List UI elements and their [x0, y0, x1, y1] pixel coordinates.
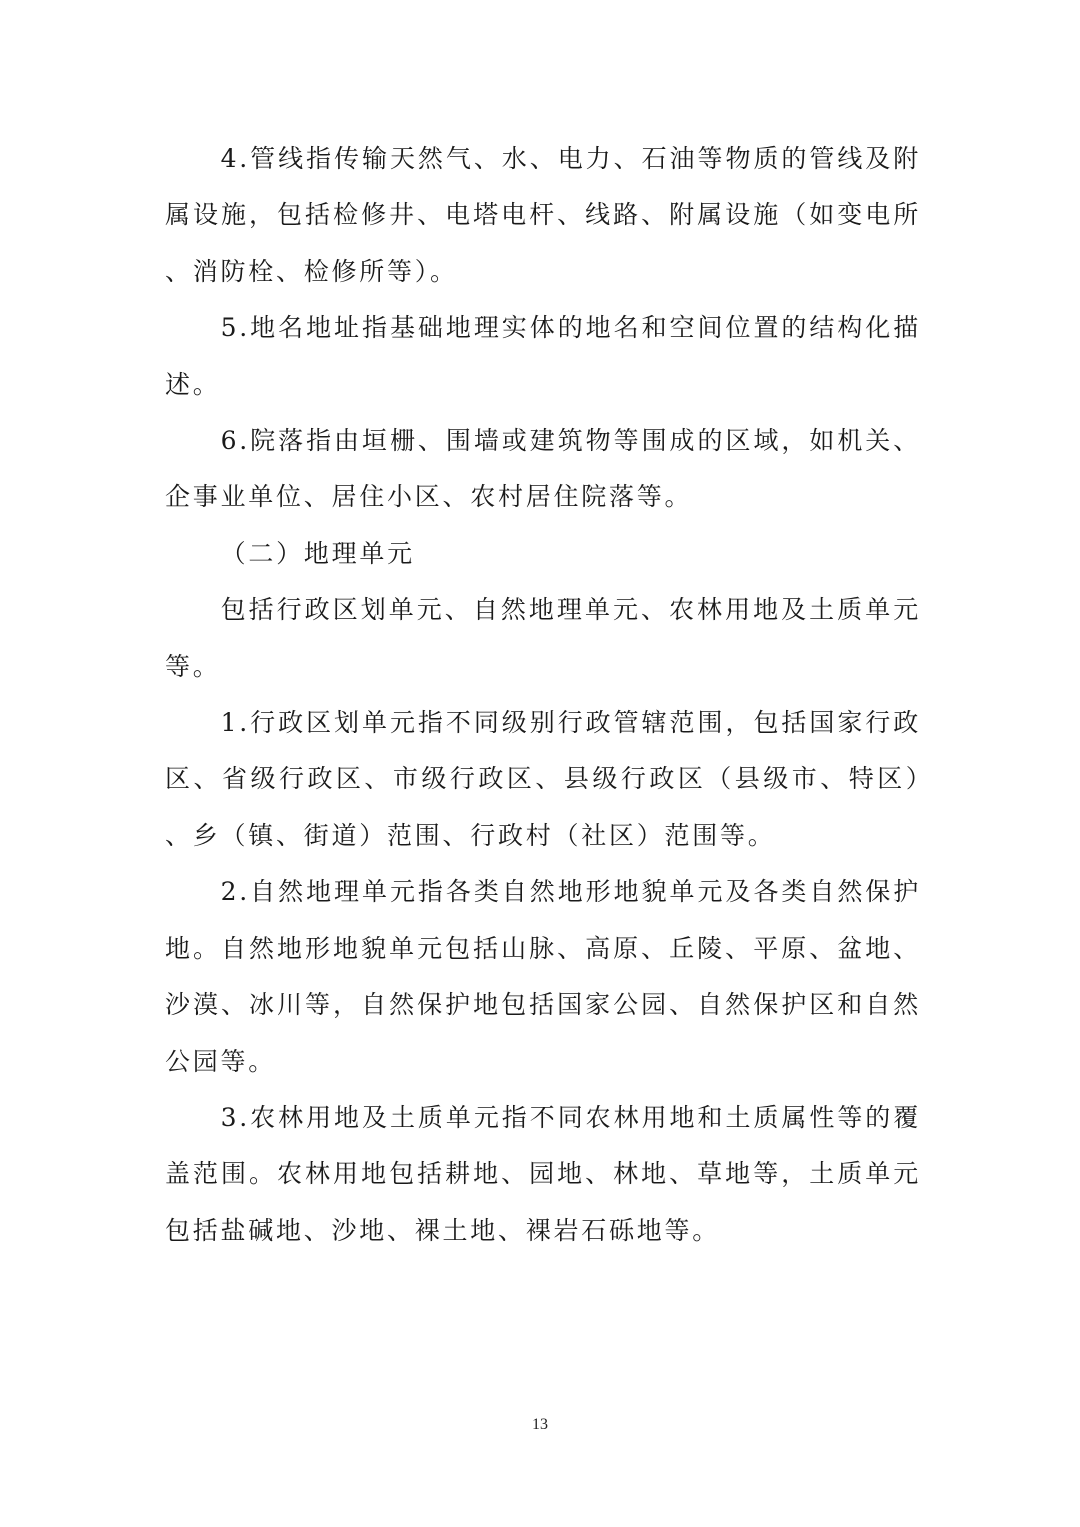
- paragraph-geographic-units-intro: 包括行政区划单元、自然地理单元、农林用地及土质单元等。: [165, 595, 921, 681]
- paragraph-administrative-units: 1.行政区划单元指不同级别行政管辖范围，包括国家行政区、省级行政区、市级行政区、县级行政区（县级市、特区）、乡（镇、街道）范围、行政村（社区）范围等。: [165, 708, 921, 850]
- page-number: 13: [532, 1416, 548, 1433]
- paragraph-agri-forest-soil-units: 3.农林用地及土质单元指不同农林用地和土质属性等的覆盖范围。农林用地包括耕地、园地、林地、草地等，土质单元包括盐碱地、沙地、裸土地、裸岩石砾地等。: [165, 1102, 921, 1245]
- paragraph-place-names-addresses: 5.地名地址指基础地理实体的地名和空间位置的结构化描述。: [165, 313, 921, 399]
- paragraph-natural-geographic-units: 2.自然地理单元指各类自然地形地貌单元及各类自然保护地。自然地形地貌单元包括山脉、高原、丘陵、平原、盆地、沙漠、冰川等，自然保护地包括国家公园、自然保护区和自然公园等。: [165, 877, 921, 1076]
- paragraph-courtyards: 6.院落指由垣栅、围墙或建筑物等围成的区域，如机关、企事业单位、居住小区、农村居住院落等。: [165, 426, 921, 512]
- paragraph-pipelines: 4.管线指传输天然气、水、电力、石油等物质的管线及附属设施，包括检修井、电塔电杆、线路、附属设施（如变电所、消防栓、检修所等）。: [165, 144, 921, 286]
- document-body: [165, 131, 921, 1259]
- section-heading-geographic-units: （二）地理单元: [220, 538, 415, 568]
